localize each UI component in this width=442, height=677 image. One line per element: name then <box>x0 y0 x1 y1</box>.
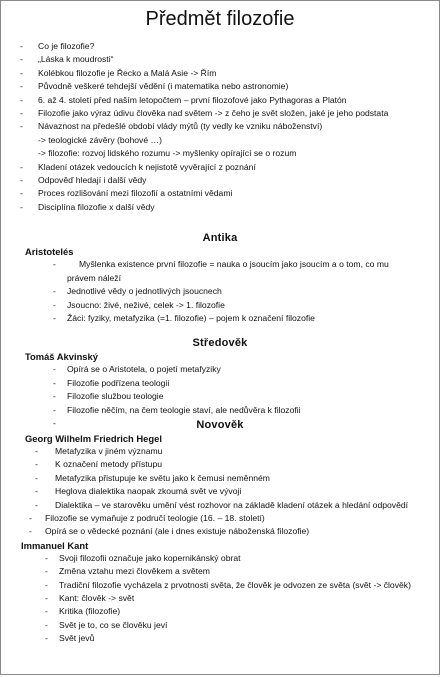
list-item: - Změna vztahu mezi člověkem a světem <box>45 566 210 577</box>
stredovek-list: - Opírá se o Aristotela, o pojetí metafyziky - Filozofie podřízena teologii - Filozofie službou teologie - Filozofie něčím, na čem teologie staví, ale nedůvěra k filozofii - <box>1 363 439 417</box>
list-item: - Svět jevů <box>45 633 95 644</box>
list-item: - Dialektika – ve starověku umění vést rozhovor na základě kladení otázek a hledání odpovědí <box>35 499 409 510</box>
list-item: - „Láska k moudrosti“ <box>20 54 114 65</box>
list-item: - K označení metody přístupu <box>35 459 163 470</box>
list-item: - Filozofie službou teologie <box>53 391 164 402</box>
list-item: - Původně veškeré tehdejší vědění (i matematika nebo astronomie) <box>20 81 289 92</box>
list-item: - Filozofie něčím, na čem teologie staví, ale nedůvěra k filozofii <box>53 404 301 415</box>
list-item: - Metafyzika v jiném významu <box>35 445 163 456</box>
section-heading-antika: Antika <box>202 232 238 245</box>
list-item: - Heglova dialektika naopak zkoumá svět ve vývoji <box>35 486 242 497</box>
antika-list <box>1 258 439 325</box>
novovek-list <box>1 512 439 539</box>
list-item: - Kant: člověk -> svět <box>45 593 135 603</box>
list-item: - Návaznost na předešlé období vlády mýtů (ty vedly ke vzniku náboženství) <box>20 121 323 132</box>
list-item: - Opírá se o vědecké poznání (ale i dnes existuje náboženská filozofie) <box>29 526 310 537</box>
page-title: Předmět filozofie <box>145 8 295 30</box>
list-item: - Jednotlivé vědy o jednotlivých jsoucnech <box>53 286 222 297</box>
list-item: - Metafyzika přistupuje ke světu jako k čemusi neměnném <box>35 472 270 483</box>
list-item: - Svoji filozofii označuje jako kopernikánský obrat <box>45 552 241 563</box>
person-name: Immanuel Kant <box>21 539 89 551</box>
list-item: - 6. až 4. století před naším letopočtem – první filozofové jako Pythagoras a Platón <box>20 94 347 105</box>
list-item: - Jsoucno: živé, neživé, celek -> 1. filozofie <box>53 299 225 310</box>
list-item: - Kolébkou filozofie je Řecko a Malá Asie -> Řím <box>20 67 217 78</box>
list-item: - Kladení otázek vedoucích k nejistotě vyvěrající z poznání <box>20 161 256 172</box>
list-item-continuation: -> filozofie: rozvoj lidského rozumu -> myšlenky opírající se o rozum <box>38 148 297 159</box>
list-item-continuation: -> teologické závěry (bohové …) <box>38 134 162 145</box>
list-item: - Myšlenka existence první filozofie = nauka o jsoucím jako jsoucím a o tom, co mu právem náleží <box>53 259 389 283</box>
kant-list <box>1 552 439 646</box>
section-heading-stredovek: Středověk <box>192 337 248 350</box>
list-item: - Kritika (filozofie) <box>45 606 121 617</box>
list-item: - Odpověď hledají i další vědy <box>20 175 147 186</box>
person-name: Aristotelés <box>25 246 74 258</box>
list-item: - Filozofie jako výraz údivu člověka nad světem -> z čeho je svět složen, jaké je jeho podstata <box>20 108 389 119</box>
section-heading-novovek: Novověk <box>196 418 244 431</box>
hegel-list <box>1 445 439 512</box>
list-item: - Disciplína filozofie x další vědy <box>20 201 155 212</box>
list-item: - Svět je to, co se člověku jeví <box>45 619 168 630</box>
list-item: - Co je filozofie? <box>20 41 95 51</box>
person-name: Tomáš Akvinský <box>25 351 98 363</box>
list-item: - Žáci: fyziky, metafyzika (=1. filozofie) – pojem k označení filozofie <box>53 312 315 323</box>
list-item: - Opírá se o Aristotela, o pojetí metafyziky <box>53 364 221 375</box>
person-name: Georg Wilhelm Friedrich Hegel <box>25 432 162 444</box>
list-item: - Proces rozlišování mezi filozofií a ostatními vědami <box>20 188 233 199</box>
intro-list <box>1 40 439 214</box>
list-item: - Filozofie podřízena teologii <box>53 377 170 388</box>
list-item: - Tradiční filozofie vycházela z prvotnosti světa, že člověk je odvozen ze světa (svět -> člověk) <box>45 579 411 590</box>
list-item: - Filozofie se vymaňuje z područí teologie (16. – 18. století) <box>29 512 265 523</box>
